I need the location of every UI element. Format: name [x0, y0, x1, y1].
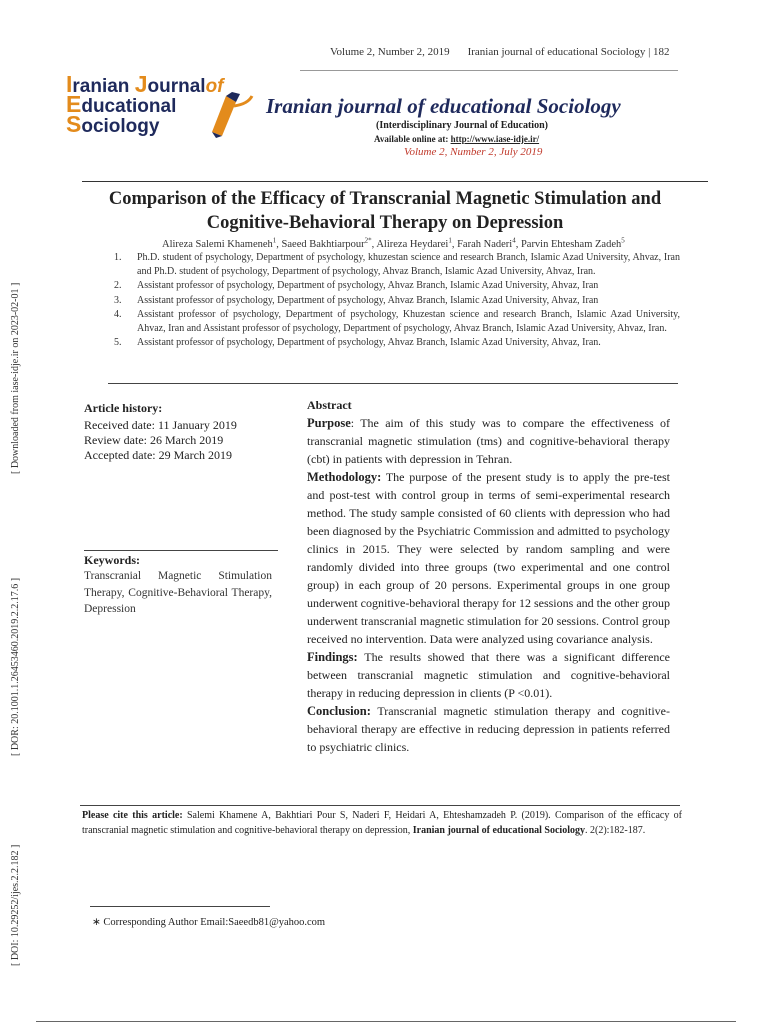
affiliation-divider: [108, 383, 678, 384]
accepted-date: Accepted date: 29 March 2019: [84, 448, 232, 462]
affiliation-item: 1. Ph.D. student of psychology, Department of psychology, khuzestan science and research Branch, Islamic Azad University, Ahvaz, Iran and Ph.D. student of psychology, Department of psychology, Ahvaz Branch, Islamic Azad University, Ahvaz, Iran.: [114, 252, 680, 278]
affiliation-item: 3. Assistant professor of psychology, Department of psychology, Ahvaz Branch, Islamic Azad University, Ahvaz, Iran: [114, 294, 599, 306]
citation-divider: [80, 805, 680, 806]
keywords-divider: [84, 550, 278, 551]
sidebar-downloaded: [ Downloaded from iase-idje.ir on 2023-02-01 ]: [10, 282, 21, 474]
affiliation-item: 4. Assistant professor of psychology, Department of psychology, Khuzestan science and research Branch, Islamic Azad University, Ahvaz, Iran and Assistant professor of psychology, Department of psychology, Ahvaz Branch, Islamic Azad University, Ahvaz, Iran.: [114, 308, 680, 335]
abstract-conclusion: Conclusion: Transcranial magnetic stimulation therapy and cognitive-behavioral therapy are effective in reducing depression in patients referred to psychiatric clinics.: [307, 704, 670, 754]
journal-url-link[interactable]: http://www.iase-idje.ir/: [450, 134, 540, 144]
citation-label: Please cite this article:: [82, 810, 183, 821]
corresponding-author-footnote: ∗ Corresponding Author Email:Saeedb81@yahoo.com: [92, 917, 326, 928]
author: Alireza Heydarei$^1$,: [376, 236, 458, 250]
logo-line-iranian-journal: Iranian Journalof: [66, 71, 224, 97]
received-date: Received date: 11 January 2019: [84, 418, 237, 432]
article-title: [80, 187, 690, 235]
journal-title: Iranian journal of educational Sociology: [266, 94, 621, 118]
history-heading: Article history:: [84, 401, 163, 415]
abstract-body: [307, 414, 670, 756]
article-title-line-1: Comparison of the Efficacy of Transcranial Magnetic Stimulation and: [108, 189, 662, 209]
article-title-line-2: Cognitive-Behavioral Therapy on Depression: [206, 213, 564, 233]
sidebar-doi: [ DOI: 10.29252/ijes.2.2.182 ]: [10, 844, 21, 966]
keywords-text: Transcranial Magnetic Stimulation Therapy, Cognitive-Behavioral Therapy, Depression: [84, 570, 272, 615]
author: Saeed Bakhtiarpour$^{2*}$,: [281, 236, 377, 250]
journal-volume-line: Volume 2, Number 2, July 2019: [404, 146, 543, 158]
author: Alireza Salemi Khameneh$^1$,: [162, 236, 282, 250]
affiliation-item: 5. Assistant professor of psychology, Department of psychology, Ahvaz Branch, Islamic Azad University, Ahvaz, Iran.: [114, 337, 601, 349]
page-bottom-rule: [36, 1021, 736, 1022]
abstract-findings: Findings: The results showed that there was a significant difference between transcranial magnetic stimulation and cognitive-behavioral therapy in reducing depression in clients (P <0.01).: [307, 650, 670, 700]
pen-icon: [206, 92, 254, 138]
footnote-divider: [90, 906, 270, 907]
journal-page: Iranian journal of educational Sociology | 182: [467, 46, 670, 58]
logo-line-educational: Educational: [66, 91, 177, 117]
abstract-methodology: Methodology: The purpose of the present study is to apply the pre-test and post-test with control group in terms of semi-experimental research method. The study sample consisted of 60 clients with depression who had been diagnosed by the Psychiatric Commission and admitted to psychology clinics in 2015. They were selected by random sampling and were randomly divided into three groups (two experimental and one control group) in each group of 20 persons. Experimental groups in one group underwent cognitive-behavioral therapy for 12 sessions and the other group underwent transcranial magnetic stimulation for 20 sessions. Control group received no intervention. Data were analyzed using covariance analysis.: [307, 470, 670, 646]
header-divider: [300, 70, 678, 71]
author: Parvin Ehtesham Zadeh$^5$: [520, 236, 625, 250]
title-divider: [82, 181, 708, 182]
journal-availability: Available online at: http://www.iase-idje.ir/: [374, 134, 540, 144]
affiliation-item: 2. Assistant professor of psychology, Department of psychology, Ahvaz Branch, Islamic Azad University, Ahvaz, Iran: [114, 280, 599, 292]
volume-number: Volume 2, Number 2, 2019: [330, 46, 450, 58]
journal-logo: [66, 71, 256, 140]
running-header: [330, 46, 670, 58]
abstract-heading: Abstract: [307, 398, 352, 412]
citation-journal: Iranian journal of educational Sociology: [412, 825, 585, 836]
journal-subtitle: (Interdisciplinary Journal of Education): [376, 120, 548, 131]
keywords-heading: Keywords:: [84, 553, 140, 567]
logo-line-sociology: Sociology: [66, 111, 160, 137]
abstract-purpose: Purpose: The aim of this study was to compare the effectiveness of transcranial magnetic stimulation (tms) and cognitive-behavioral therapy (cbt) in patients with depression in Tehran.: [307, 416, 670, 466]
author-list: [162, 236, 625, 250]
affiliation-list: [110, 251, 680, 350]
author: Farah Naderi$^4$,: [457, 236, 521, 250]
sidebar-dor: [ DOR: 20.1001.1.26453460.2019.2.2.17.6 ]: [10, 577, 21, 756]
citation: Please cite this article: Salemi Khamene A, Bakhtiari Pour S, Naderi F, Heidari A, Ehteshamzadeh P. (2019). Comparison of the efficacy of transcranial magnetic stimulation and cognitive-behavioral therapy on depression, Iranian journal of educational Sociology. 2(2):182-187.: [82, 810, 683, 836]
review-date: Review date: 26 March 2019: [84, 433, 224, 447]
